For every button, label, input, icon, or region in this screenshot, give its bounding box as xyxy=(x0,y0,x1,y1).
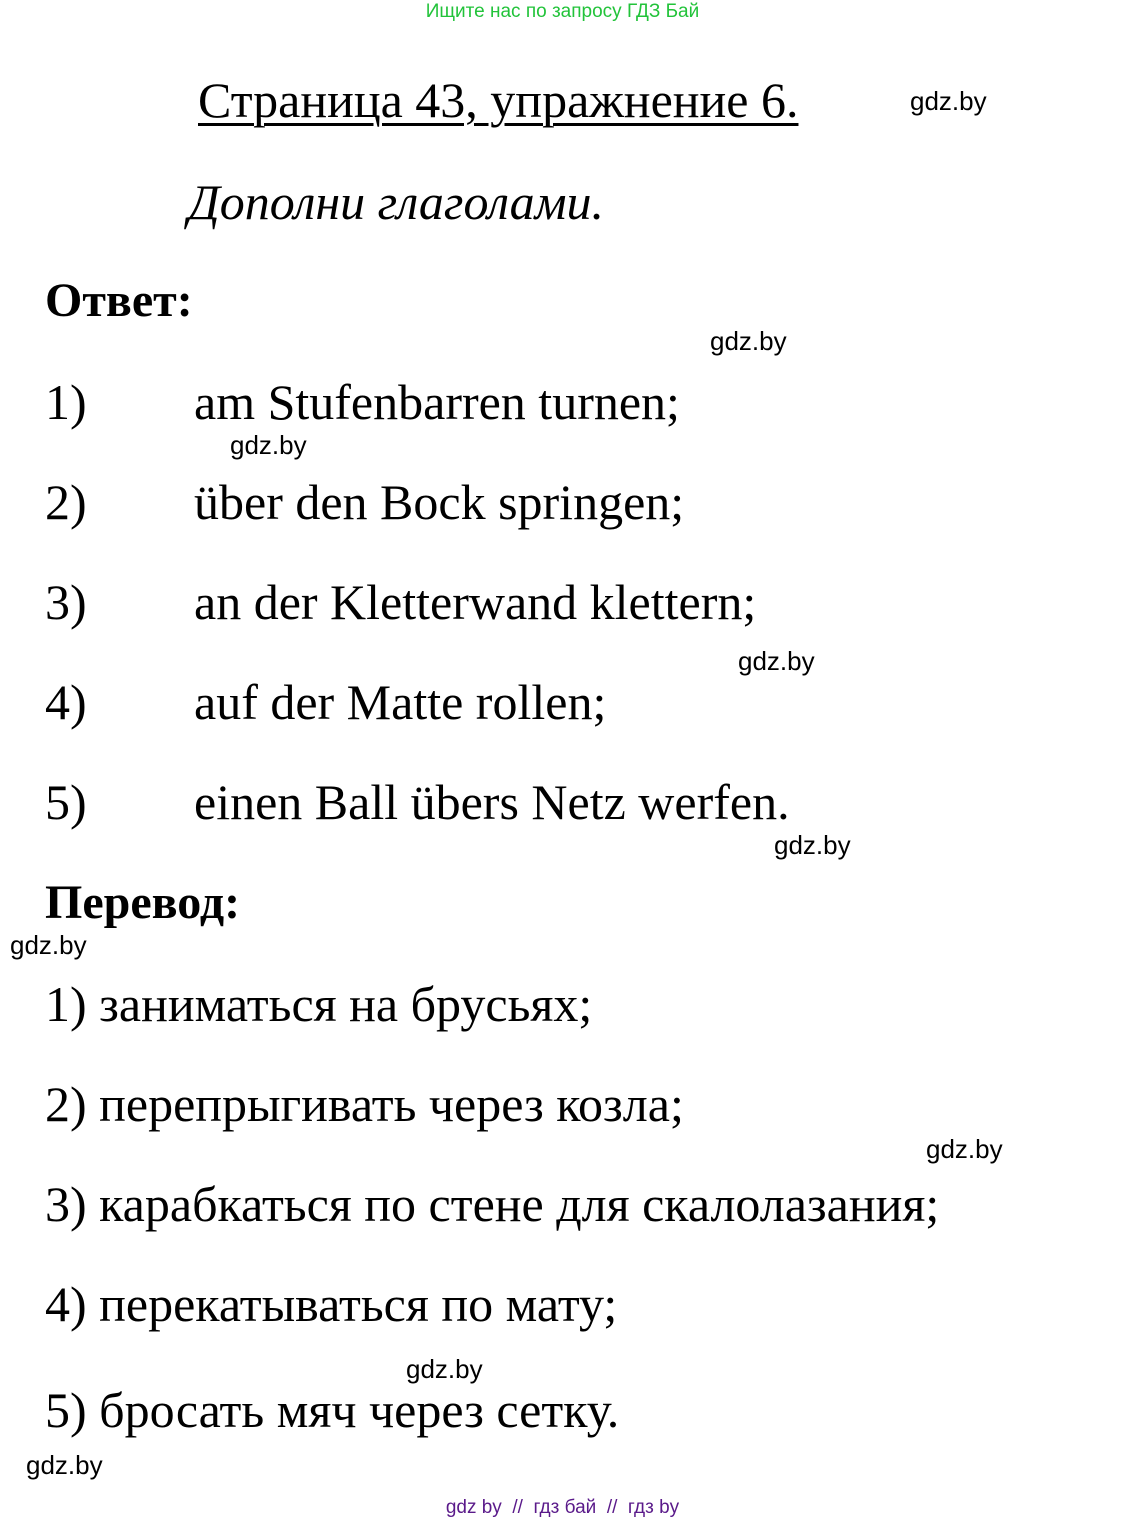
answer-item-number: 2) xyxy=(45,474,87,530)
answer-item-number: 4) xyxy=(45,674,87,730)
answer-item-number: 5) xyxy=(45,774,87,830)
page-title: Страница 43, упражнение 6. xyxy=(198,72,799,128)
translation-item: 5) бросать мяч через сетку. xyxy=(45,1382,620,1438)
watermark: gdz.by xyxy=(406,1354,483,1384)
watermark: gdz.by xyxy=(230,430,307,460)
answer-item-text: einen Ball übers Netz werfen. xyxy=(194,774,790,830)
translation-item: 2) перепрыгивать через козла; xyxy=(45,1076,684,1132)
answer-item-number: 1) xyxy=(45,374,87,430)
answer-item-text: auf der Matte rollen; xyxy=(194,674,607,730)
answer-item-text: über den Bock springen; xyxy=(194,474,685,530)
answer-item-text: am Stufenbarren turnen; xyxy=(194,374,680,430)
watermark: gdz.by xyxy=(710,326,787,356)
watermark: gdz.by xyxy=(926,1134,1003,1164)
top-banner[interactable]: Ищите нас по запросу ГДЗ Бай xyxy=(425,1,700,22)
translation-item: 1) заниматься на брусьях; xyxy=(45,976,593,1032)
watermark: gdz.by xyxy=(774,830,851,860)
footer-links[interactable]: gdz by // гдз бай // гдз by xyxy=(445,1497,680,1518)
translation-item: 4) перекатываться по мату; xyxy=(45,1276,618,1332)
answer-item-text: an der Kletterwand klettern; xyxy=(194,574,757,630)
watermark: gdz.by xyxy=(10,930,87,960)
watermark: gdz.by xyxy=(738,646,815,676)
watermark: gdz.by xyxy=(26,1450,103,1480)
translation-heading: Перевод: xyxy=(45,876,241,929)
answer-item-number: 3) xyxy=(45,574,87,630)
translation-item: 3) карабкаться по стене для скалолазания; xyxy=(45,1176,940,1232)
answer-heading: Ответ: xyxy=(45,274,193,327)
watermark: gdz.by xyxy=(910,86,987,116)
exercise-instruction: Дополни глаголами. xyxy=(188,174,605,230)
